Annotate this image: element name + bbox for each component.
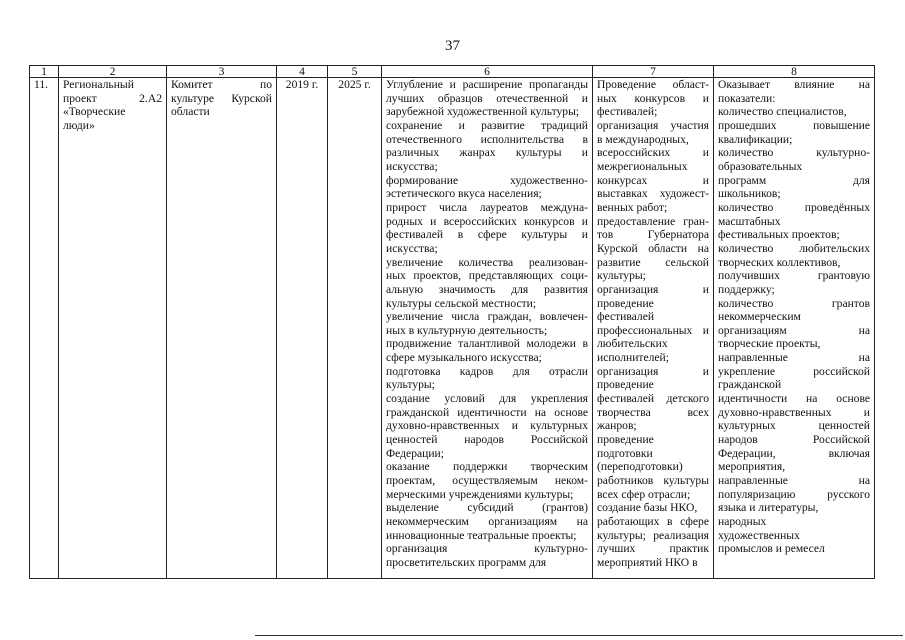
expected-results-line: культуры сельской местности; xyxy=(386,296,537,310)
indicators-line: количество культурно- xyxy=(718,146,870,160)
main-directions-line: любительских xyxy=(597,337,668,351)
main-directions-line: всех сфер отрасли; xyxy=(597,487,691,501)
expected-results-cell xyxy=(382,78,593,579)
main-directions-line: жанров; xyxy=(597,419,637,433)
responsible-cell xyxy=(167,78,277,579)
expected-results-line: ных проектов, представляющих соци- xyxy=(386,269,588,283)
indicators-cell xyxy=(714,78,875,579)
indicators-line: получивших грантовую xyxy=(718,269,870,283)
main-directions-line: Проведение област- xyxy=(597,78,709,91)
expected-results-line: выделение субсидий (грантов) xyxy=(386,501,588,515)
indicators-line: народов Российской xyxy=(718,433,870,447)
main-directions-line: работающих в сфере xyxy=(597,515,709,528)
expected-results-line: культуры; xyxy=(386,378,435,392)
main-directions-line: венных работ; xyxy=(597,200,668,214)
expected-results-line: ных в культурную деятельность; xyxy=(386,323,548,337)
main-directions-line: тов Губернатора xyxy=(597,228,709,242)
main-directions-line: развитие сельской xyxy=(597,255,709,269)
indicators-line: творческие проекты, xyxy=(718,337,821,351)
responsible-body-line: культуре Курской xyxy=(171,91,272,105)
main-directions-line: организация участия xyxy=(597,118,709,132)
indicators-line: творческих коллективов, xyxy=(718,255,841,269)
expected-results-line: духовно-нравственных и культурных xyxy=(386,419,588,433)
main-directions-line: ных конкурсов и xyxy=(597,91,709,105)
expected-results-line: Федерации; xyxy=(386,446,444,460)
indicators-line: показатели: xyxy=(718,91,776,105)
expected-results-line: оказание поддержки творческим xyxy=(386,460,588,474)
expected-results-line: фестивалей в сфере культуры и xyxy=(386,228,588,242)
expected-results-line: отечественного исполнительства в xyxy=(386,132,588,146)
responsible-body-line: Комитет по xyxy=(171,78,272,91)
indicators-line: количество проведённых xyxy=(718,200,870,214)
expected-results-line: некоммерческим организациям на xyxy=(386,515,588,528)
indicators-line: направленные на xyxy=(718,474,870,488)
expected-results-line: продвижение талантливой молодежи в xyxy=(386,337,588,351)
project-cell xyxy=(59,78,167,579)
indicators-line: прошедших повышение xyxy=(718,118,870,132)
expected-results-line: альную значимость для развития xyxy=(386,282,588,296)
main-directions-line: межрегиональных xyxy=(597,159,688,173)
indicators-line: мероприятия, xyxy=(718,460,786,474)
row-number-cell xyxy=(30,78,59,579)
expected-results-line: мерческими учреждениями культуры; xyxy=(386,487,574,501)
main-directions-line: в международных, xyxy=(597,132,689,146)
page-number: 37 xyxy=(445,38,460,54)
indicators-line: гражданской xyxy=(718,378,782,392)
expected-results-line: искусства; xyxy=(386,241,438,255)
column-header: 7 xyxy=(593,66,714,78)
expected-results-line: создание условий для укрепления xyxy=(386,392,588,406)
end-year: 2025 г. xyxy=(338,78,371,91)
responsible-body-line: области xyxy=(171,105,210,119)
indicators-line: культурных ценностей xyxy=(718,419,870,433)
indicators-line: образовательных xyxy=(718,159,803,173)
expected-results-line: организация культурно- xyxy=(386,542,588,556)
expected-results-line: искусства; xyxy=(386,159,438,173)
expected-results-line: ценностей народов Российской xyxy=(386,433,588,447)
table-row xyxy=(30,78,875,579)
expected-results-line: сохранение и развитие традиций xyxy=(386,118,588,132)
indicators-line: промыслов и ремесел xyxy=(718,542,825,556)
project-name-line: проект 2.А2 xyxy=(63,91,162,105)
main-directions-line: подготовки xyxy=(597,446,653,460)
expected-results-line: увеличение количества реализован- xyxy=(386,255,588,269)
start-year-cell xyxy=(277,78,328,579)
indicators-line: популяризацию русского xyxy=(718,487,870,501)
indicators-line: организациям на xyxy=(718,323,870,337)
expected-results-line: гражданской идентичности на основе xyxy=(386,405,588,419)
indicators-line: Федерации, включая xyxy=(718,446,870,460)
indicators-line: идентичности на основе xyxy=(718,392,870,406)
end-year-cell xyxy=(328,78,382,579)
expected-results-line: различных жанрах культуры и xyxy=(386,146,588,160)
expected-results-line: подготовка кадров для отрасли xyxy=(386,364,588,378)
column-numbers-row xyxy=(30,66,875,78)
main-directions-line: конкурсах и xyxy=(597,173,709,187)
indicators-line: количество грантов xyxy=(718,296,870,310)
indicators-line: художественных xyxy=(718,528,800,542)
indicators-line: духовно-нравственных и xyxy=(718,405,870,419)
main-directions-line: фестивалей детского xyxy=(597,392,709,406)
column-header: 5 xyxy=(328,66,382,78)
row-number: 11. xyxy=(34,78,49,91)
main-directions-line: проведение xyxy=(597,378,654,392)
indicators-line: квалификации; xyxy=(718,132,793,146)
column-header: 6 xyxy=(382,66,593,78)
project-name-line: «Творческие xyxy=(63,105,126,119)
expected-results-line: формирование художественно- xyxy=(386,173,588,187)
main-directions-line: исполнителей; xyxy=(597,351,669,365)
column-header: 3 xyxy=(167,66,277,78)
indicators-line: укрепление российской xyxy=(718,364,870,378)
main-directions-line: предоставление гран- xyxy=(597,214,709,228)
main-directions-line: организация и xyxy=(597,282,709,296)
expected-results-line: проектам, осуществляемым неком- xyxy=(386,474,588,488)
main-directions-line: фестивалей xyxy=(597,310,655,324)
main-directions-line: творчества всех xyxy=(597,405,709,419)
indicators-line: количество специалистов, xyxy=(718,105,847,119)
expected-results-line: просветительских программ для xyxy=(386,555,547,569)
measures-table xyxy=(29,65,875,579)
column-header: 2 xyxy=(59,66,167,78)
column-header: 1 xyxy=(30,66,59,78)
main-directions-line: Курской области на xyxy=(597,241,709,255)
indicators-line: поддержку; xyxy=(718,282,775,296)
main-directions-line: организация и xyxy=(597,364,709,378)
start-year: 2019 г. xyxy=(285,78,319,91)
main-directions-line: культуры; реализация xyxy=(597,528,709,542)
expected-results-line: Углубление и расширение пропаганды xyxy=(386,78,588,91)
indicators-line: направленные на xyxy=(718,351,870,365)
main-directions-line: мероприятий НКО в xyxy=(597,555,698,569)
expected-results-line: зарубежной художественной культуры; xyxy=(386,105,580,119)
indicators-line: фестивальных проектов; xyxy=(718,228,840,242)
expected-results-line: прирост числа лауреатов междуна- xyxy=(386,200,588,214)
main-directions-line: выставках художест- xyxy=(597,187,709,201)
main-directions-line: фестивалей; xyxy=(597,105,658,119)
indicators-line: народных xyxy=(718,515,767,528)
indicators-line: масштабных xyxy=(718,214,781,228)
main-directions-line: проведение xyxy=(597,296,654,310)
main-directions-line: работников культуры xyxy=(597,474,709,488)
main-directions-line: (переподготовки) xyxy=(597,460,683,474)
column-header: 4 xyxy=(277,66,328,78)
expected-results-line: родных и всероссийских конкурсов и xyxy=(386,214,588,228)
main-directions-line: культуры; xyxy=(597,269,646,283)
expected-results-line: инновационные театральные проекты; xyxy=(386,528,577,542)
expected-results-line: эстетического вкуса населения; xyxy=(386,187,542,201)
bottom-rule xyxy=(255,635,903,636)
expected-results-line: увеличение числа граждан, вовлечен- xyxy=(386,310,588,324)
indicators-line: языка и литературы, xyxy=(718,501,819,515)
indicators-line: количество любительских xyxy=(718,241,870,255)
main-directions-line: лучших практик xyxy=(597,542,709,556)
project-name-line: Региональный xyxy=(63,78,134,91)
expected-results-line: лучших образцов отечественной и xyxy=(386,91,588,105)
main-directions-line: всероссийских и xyxy=(597,146,709,160)
indicators-line: некоммерческим xyxy=(718,310,801,324)
column-header: 8 xyxy=(714,66,875,78)
expected-results-line: сфере музыкального искусства; xyxy=(386,351,542,365)
indicators-line: Оказывает влияние на xyxy=(718,78,870,91)
main-directions-line: проведение xyxy=(597,433,654,447)
indicators-line: школьников; xyxy=(718,187,781,201)
project-name-line: люди» xyxy=(63,118,95,132)
main-directions-line: профессиональных и xyxy=(597,323,709,337)
main-directions-cell xyxy=(593,78,714,579)
indicators-line: программ для xyxy=(718,173,870,187)
main-directions-line: создание базы НКО, xyxy=(597,501,698,515)
